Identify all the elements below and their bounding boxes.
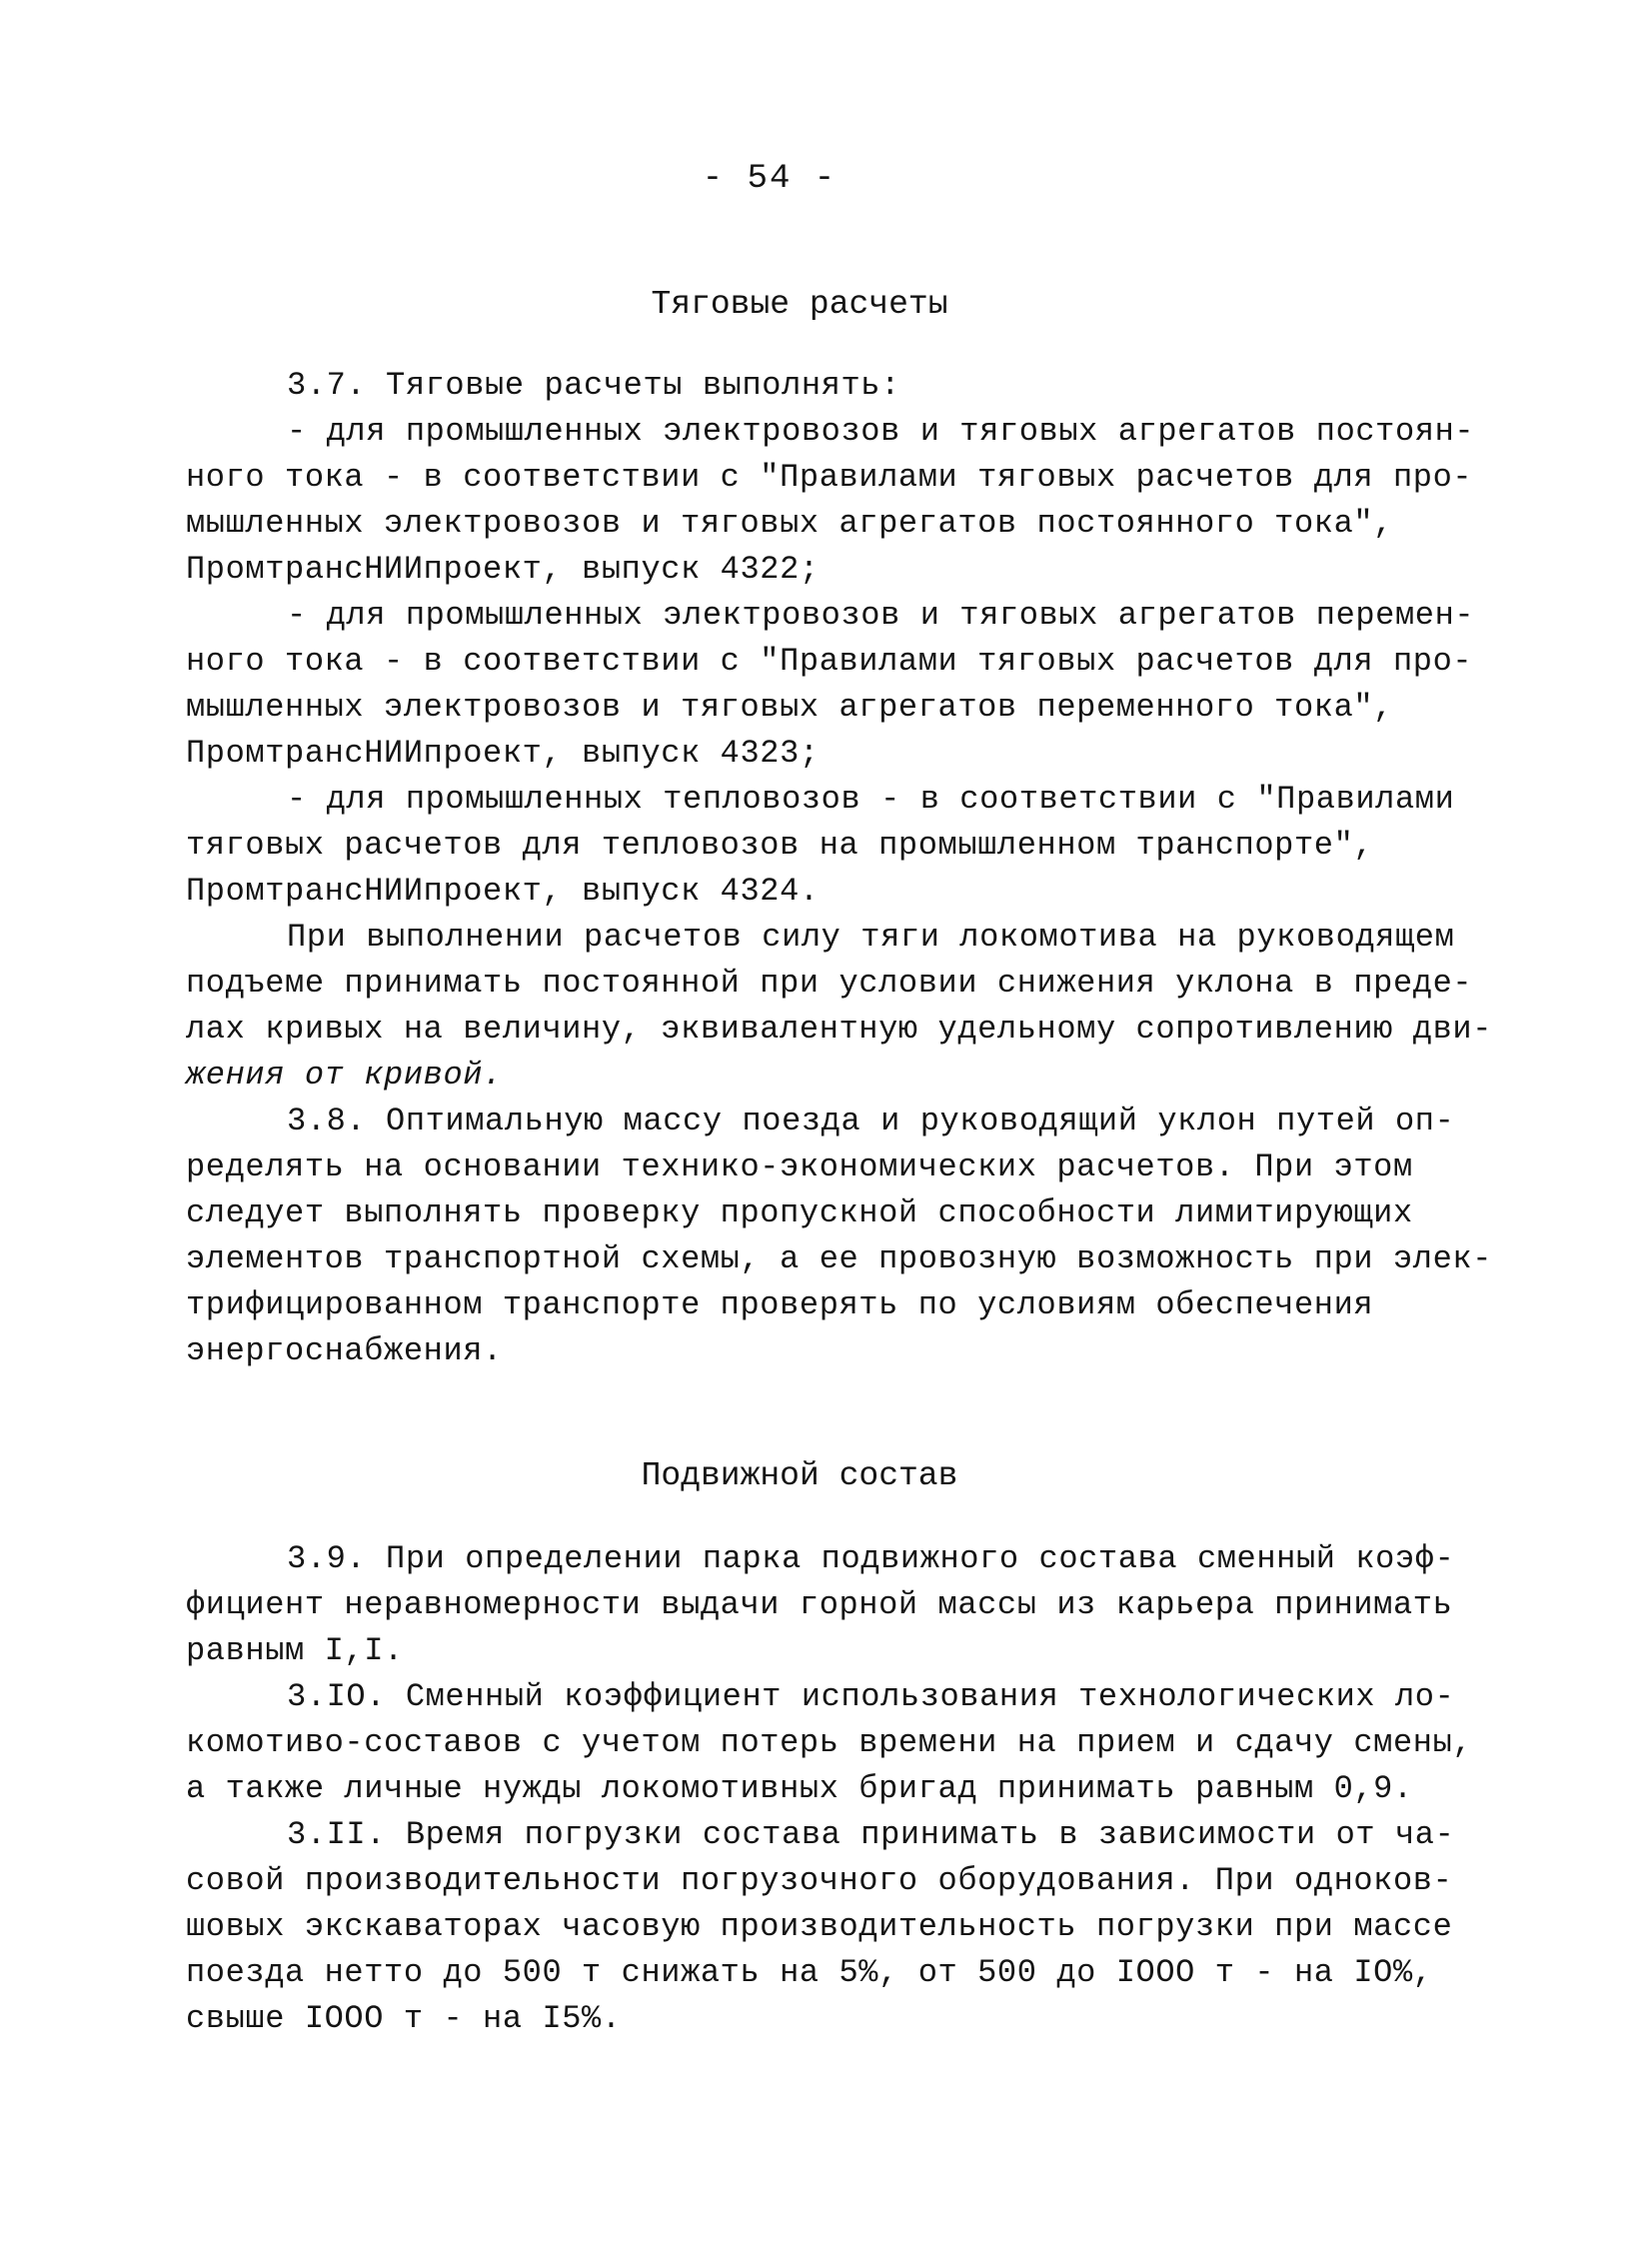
paragraph-line: 3.8. Оптимальную массу поезда и руководящий уклон путей оп- xyxy=(287,1103,1455,1139)
paragraph-line: ПромтрансНИИпроект, выпуск 4324. xyxy=(186,873,820,910)
paragraph-line: комотиво-составов с учетом потерь времени на прием и сдачу смены, xyxy=(186,1724,1473,1761)
page-number: - 54 - xyxy=(702,160,837,198)
paragraph-line: ПромтрансНИИпроект, выпуск 4322; xyxy=(186,551,820,588)
paragraph-line: 3.7. Тяговые расчеты выполнять: xyxy=(287,367,900,404)
paragraph-line: элементов транспортной схемы, а ее провозную возможность при элек- xyxy=(186,1240,1493,1277)
paragraph-line: 3.IO. Сменный коэффициент использования технологических ло- xyxy=(287,1678,1455,1715)
paragraph-line: мышленных электровозов и тяговых агрегатов постоянного тока", xyxy=(186,505,1393,542)
paragraph-line: лах кривых на величину, эквивалентную удельному сопротивлению дви- xyxy=(186,1011,1493,1048)
paragraph-line: 3.II. Время погрузки состава принимать в зависимости от ча- xyxy=(287,1816,1455,1853)
paragraph-line: - для промышленных тепловозов - в соответствии с "Правилами xyxy=(287,781,1455,818)
paragraph-line: фициент неравномерности выдачи горной массы из карьера принимать xyxy=(186,1586,1453,1623)
paragraph-line: равным I,I. xyxy=(186,1632,404,1669)
paragraph-line: поезда нетто до 500 т снижать на 5%, от 500 до IOOO т - на IO%, xyxy=(186,1954,1433,1991)
paragraph-line: свыше IOOO т - на I5%. xyxy=(186,2000,622,2037)
paragraph-line: энергоснабжения. xyxy=(186,1332,503,1369)
paragraph-line: ного тока - в соответствии с "Правилами тяговых расчетов для про- xyxy=(186,459,1473,496)
paragraph-line: При выполнении расчетов силу тяги локомотива на руководящем xyxy=(287,919,1455,956)
paragraph-line: - для промышленных электровозов и тяговых агрегатов перемен- xyxy=(287,597,1475,634)
paragraph-line: ПромтрансНИИпроект, выпуск 4323; xyxy=(186,735,820,772)
paragraph-line: жения от кривой. xyxy=(186,1057,503,1094)
paragraph-line: совой производительности погрузочного оборудования. При одноков- xyxy=(186,1862,1453,1899)
paragraph-line: 3.9. При определении парка подвижного состава сменный коэф- xyxy=(287,1540,1455,1577)
section-heading-rolling-stock: Подвижной состав xyxy=(641,1457,958,1494)
paragraph-line: - для промышленных электровозов и тяговых агрегатов постоян- xyxy=(287,413,1475,450)
paragraph-line: шовых экскаваторах часовую производительность погрузки при массе xyxy=(186,1908,1453,1945)
paragraph-line: ного тока - в соответствии с "Правилами тяговых расчетов для про- xyxy=(186,643,1473,680)
section-heading-traction: Тяговые расчеты xyxy=(651,286,948,323)
paragraph-line: подъеме принимать постоянной при условии снижения уклона в преде- xyxy=(186,965,1473,1002)
paragraph-line: мышленных электровозов и тяговых агрегатов переменного тока", xyxy=(186,689,1393,726)
paragraph-line: тяговых расчетов для тепловозов на промышленном транспорте", xyxy=(186,827,1374,864)
paragraph-line: трифицированном транспорте проверять по условиям обеспечения xyxy=(186,1286,1374,1323)
paragraph-line: ределять на основании технико-экономических расчетов. При этом xyxy=(186,1148,1413,1185)
paragraph-line: а также личные нужды локомотивных бригад принимать равным 0,9. xyxy=(186,1770,1413,1807)
paragraph-line: следует выполнять проверку пропускной способности лимитирующих xyxy=(186,1194,1413,1231)
